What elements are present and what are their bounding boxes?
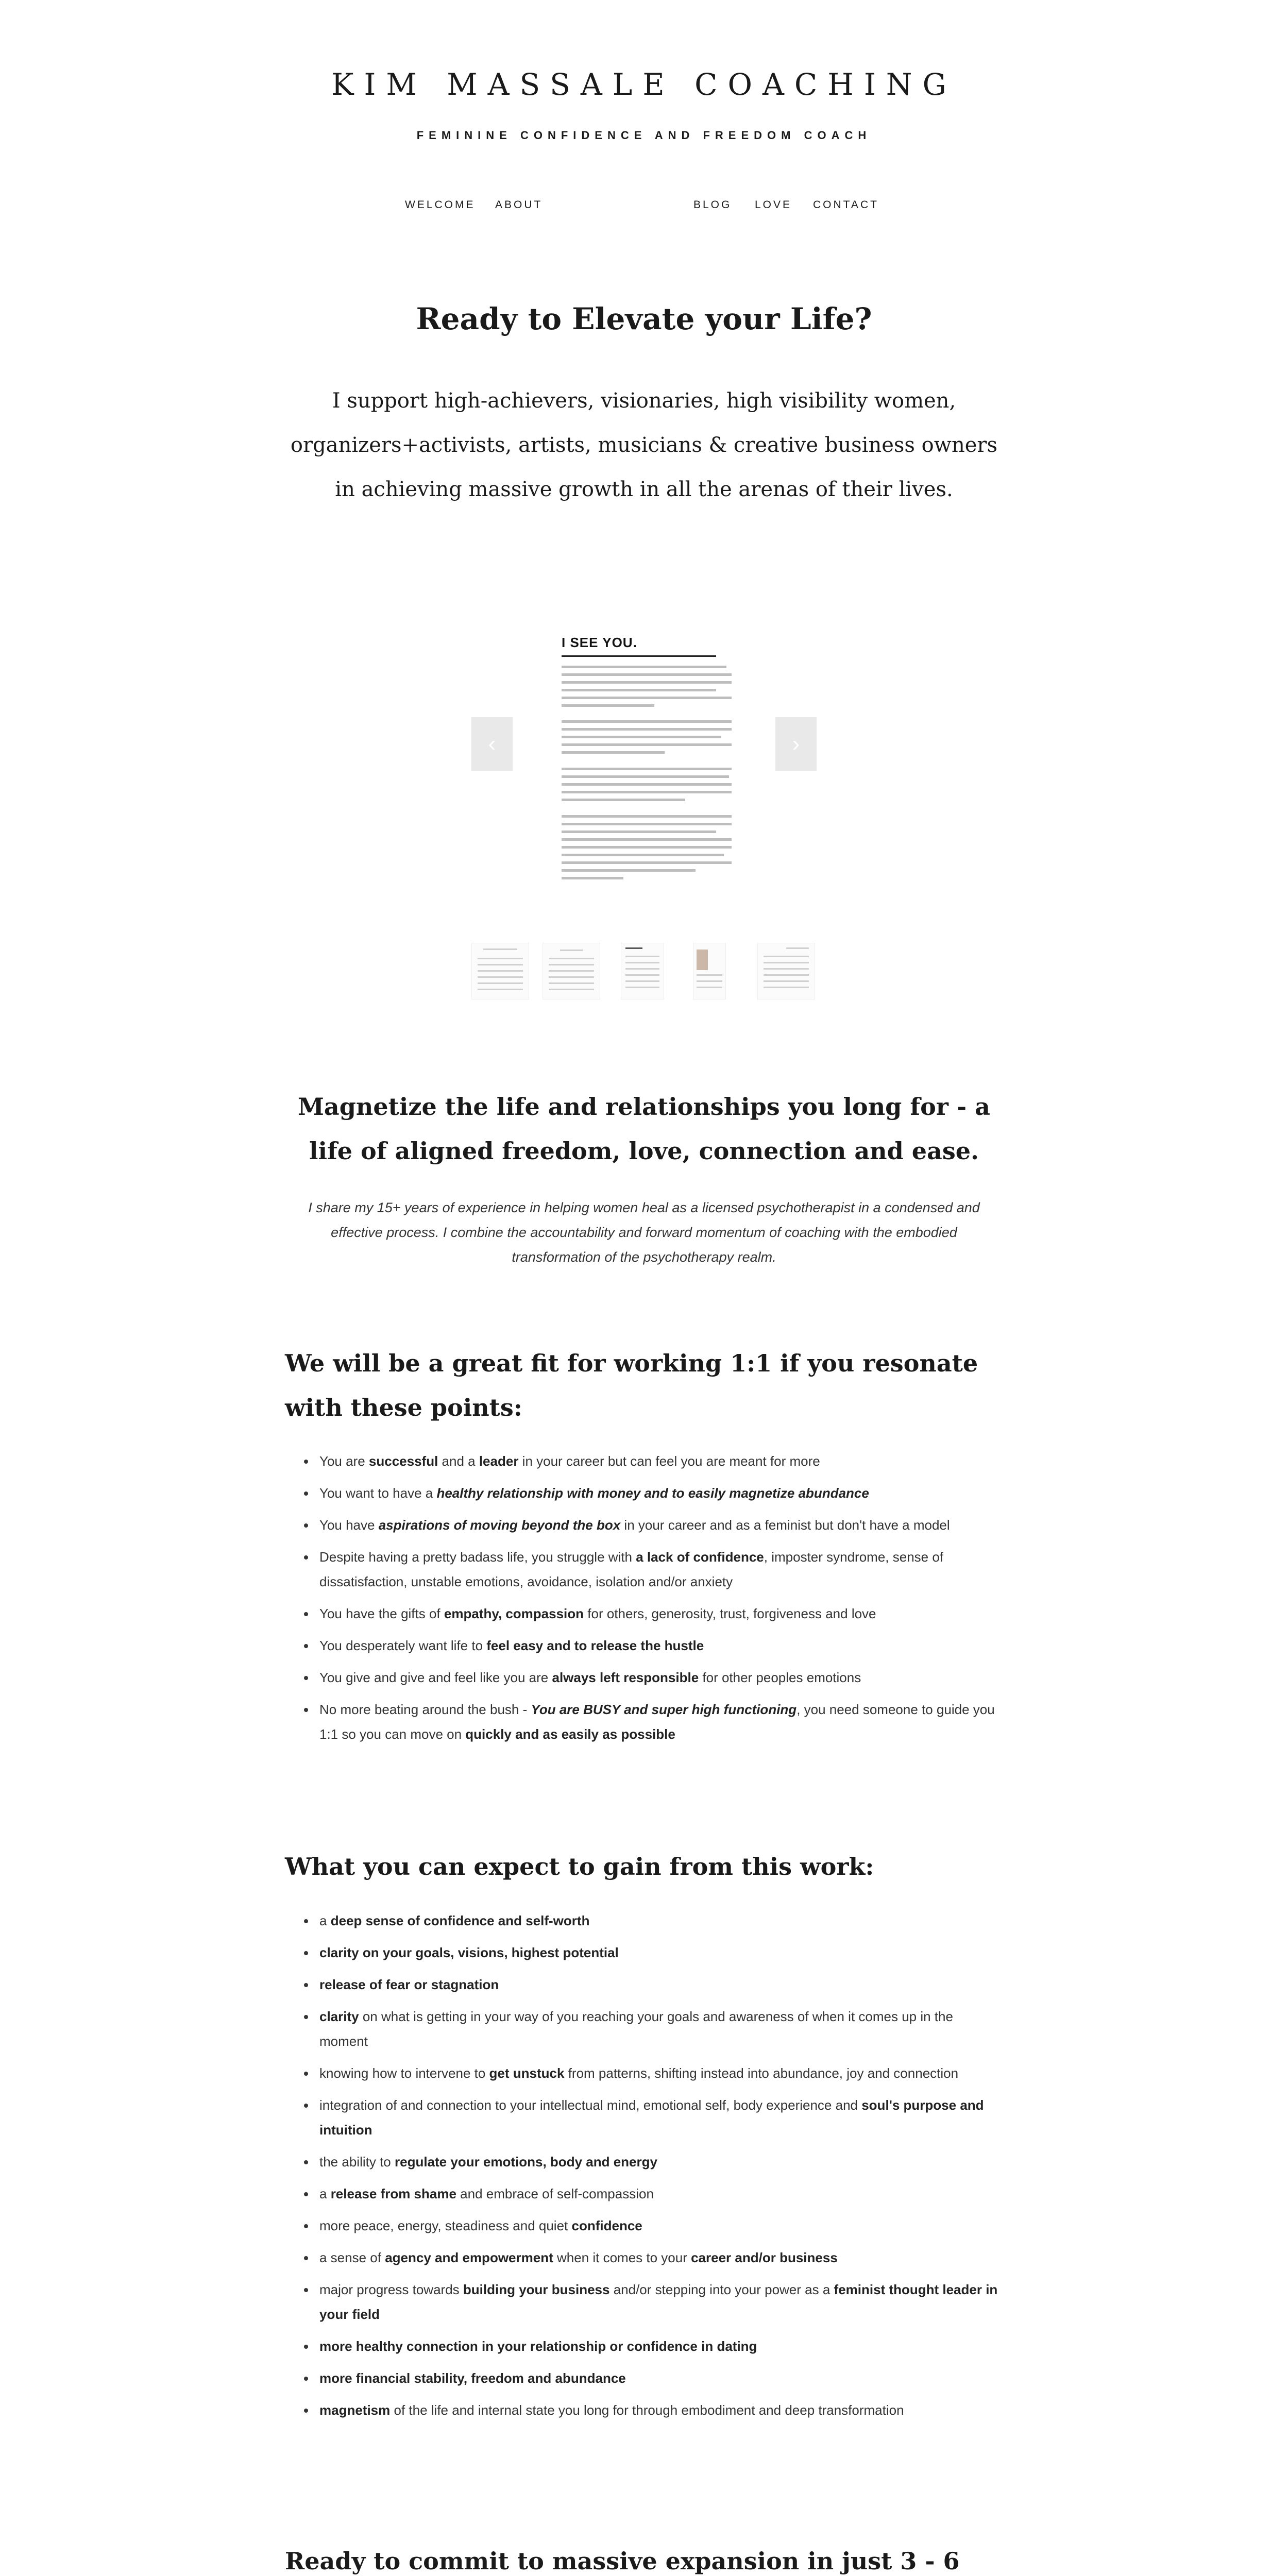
nav-welcome[interactable]: WELCOME — [405, 199, 476, 211]
slide-text-line — [562, 838, 732, 841]
slide-text-line — [562, 689, 716, 691]
list-item: release of fear or stagnation — [319, 1972, 1005, 1997]
slide-text-line — [562, 815, 732, 818]
gallery-next-button[interactable] — [775, 717, 817, 771]
list-item: You have aspirations of moving beyond the box in your career and as a feminist but don't have a model — [319, 1513, 1005, 1537]
list-item: more healthy connection in your relationship or confidence in dating — [319, 2334, 1005, 2359]
nav-blog[interactable]: BLOG — [693, 199, 732, 211]
gallery-thumbnail[interactable] — [543, 943, 600, 999]
slide-text-line — [562, 681, 732, 684]
list-item: major progress towards building your business and/or stepping into your power as a feminist thought leader in your field — [319, 2277, 1005, 2327]
chevron-right-icon: › — [792, 731, 800, 756]
list-item: You desperately want life to feel easy and to release the hustle — [319, 1633, 1005, 1658]
list-item: a release from shame and embrace of self-compassion — [319, 2181, 1005, 2206]
gallery-thumbnail[interactable] — [757, 943, 815, 999]
hero-body: I support high-achievers, visionaries, high visibility women, organizers+activists, artists, musicians & creative business owners in achieving massive growth in all the arenas of their lives. — [290, 389, 998, 501]
list-item: clarity on what is getting in your way of you reaching your goals and awareness of when it comes up in the moment — [319, 2004, 1005, 2054]
list-item: clarity on your goals, visions, highest potential — [319, 1940, 1005, 1965]
slide-text-line — [562, 823, 732, 825]
chevron-left-icon: ‹ — [488, 731, 496, 756]
hero-title: Ready to Elevate your Life? — [416, 301, 872, 336]
list-item: Despite having a pretty badass life, you struggle with a lack of confidence, imposter syndrome, sense of dissatisfaction, unstable emotions, avoidance, isolation and/or anxiety — [319, 1545, 1005, 1594]
commit-heading: Ready to commit to massive expansion in just 3 - 6 — [285, 2547, 960, 2575]
slide-text-line — [562, 704, 654, 707]
image-gallery — [471, 618, 817, 1020]
list-item: You have the gifts of empathy, compassion for others, generosity, trust, forgiveness and love — [319, 1601, 1005, 1626]
site-tagline: FEMININE CONFIDENCE AND FREEDOM COACH — [416, 129, 872, 142]
gallery-thumbnail[interactable] — [471, 943, 529, 999]
fit-list — [319, 1449, 1005, 1754]
slide-underline — [562, 655, 716, 657]
slide-text-line — [562, 775, 729, 778]
slide-text-line — [562, 768, 732, 770]
list-item: You give and give and feel like you are always left responsible for other peoples emotions — [319, 1665, 1005, 1690]
list-item: a deep sense of confidence and self-worth — [319, 1908, 1005, 1933]
slide-text-line — [562, 736, 721, 738]
slide-text-line — [562, 869, 696, 872]
site-title[interactable]: KIM MASSALE COACHING — [331, 67, 957, 102]
slide-text-line — [562, 861, 732, 864]
list-item: more peace, energy, steadiness and quiet confidence — [319, 2213, 1005, 2238]
nav-love[interactable]: LOVE — [755, 199, 792, 211]
gallery-thumbnail[interactable] — [621, 943, 664, 999]
list-item: integration of and connection to your intellectual mind, emotional self, body experience and soul's purpose and intuition — [319, 2093, 1005, 2142]
list-item: a sense of agency and empowerment when it comes to your career and/or business — [319, 2245, 1005, 2270]
list-item: You are successful and a leader in your career but can feel you are meant for more — [319, 1449, 1005, 1473]
gain-list — [319, 1908, 1005, 2430]
list-item: You want to have a healthy relationship with money and to easily magnetize abundance — [319, 1481, 1005, 1505]
slide-text-line — [562, 846, 732, 849]
list-item: No more beating around the bush - You are BUSY and super high functioning, you need someone to guide you 1:1 so you can move on quickly and as easily as possible — [319, 1697, 1005, 1747]
slide-text-line — [562, 751, 665, 754]
gallery-slide[interactable] — [536, 618, 752, 896]
gallery-thumbnail[interactable] — [693, 943, 726, 999]
gallery-prev-button[interactable] — [471, 717, 513, 771]
slide-text-line — [562, 673, 732, 676]
slide-text-line — [562, 783, 732, 786]
slide-text-line — [562, 831, 716, 833]
slide-text-line — [562, 799, 685, 801]
magnetize-title: Magnetize the life and relationships you long for - a life of aligned freedom, love, connection and ease. — [298, 1093, 990, 1165]
main-nav — [0, 199, 1288, 214]
list-item: knowing how to intervene to get unstuck from patterns, shifting instead into abundance, joy and connection — [319, 2061, 1005, 2086]
list-item: magnetism of the life and internal state you long for through embodiment and deep transformation — [319, 2398, 1005, 2422]
slide-text-line — [562, 697, 732, 699]
slide-text-line — [562, 791, 732, 793]
slide-text-line — [562, 666, 726, 668]
slide-text-line — [562, 854, 724, 856]
list-item: the ability to regulate your emotions, body and energy — [319, 2149, 1005, 2174]
slide-text-line — [562, 720, 732, 723]
gain-heading: What you can expect to gain from this work: — [285, 1853, 874, 1880]
nav-about[interactable]: ABOUT — [495, 199, 543, 211]
slide-text-line — [562, 877, 623, 879]
magnetize-body: I share my 15+ years of experience in helping women heal as a licensed psychotherapist in a condensed and effective process. I combine the accountability and forward momentum of coaching with the embodied transformation of the psychotherapy realm. — [308, 1200, 980, 1265]
slide-text-line — [562, 743, 732, 746]
slide-text-line — [562, 728, 732, 731]
list-item: more financial stability, freedom and abundance — [319, 2366, 1005, 2391]
nav-contact[interactable]: CONTACT — [813, 199, 879, 211]
slide-heading: I SEE YOU. — [562, 635, 637, 650]
fit-heading: We will be a great fit for working 1:1 if you resonate with these points: — [285, 1349, 978, 1421]
